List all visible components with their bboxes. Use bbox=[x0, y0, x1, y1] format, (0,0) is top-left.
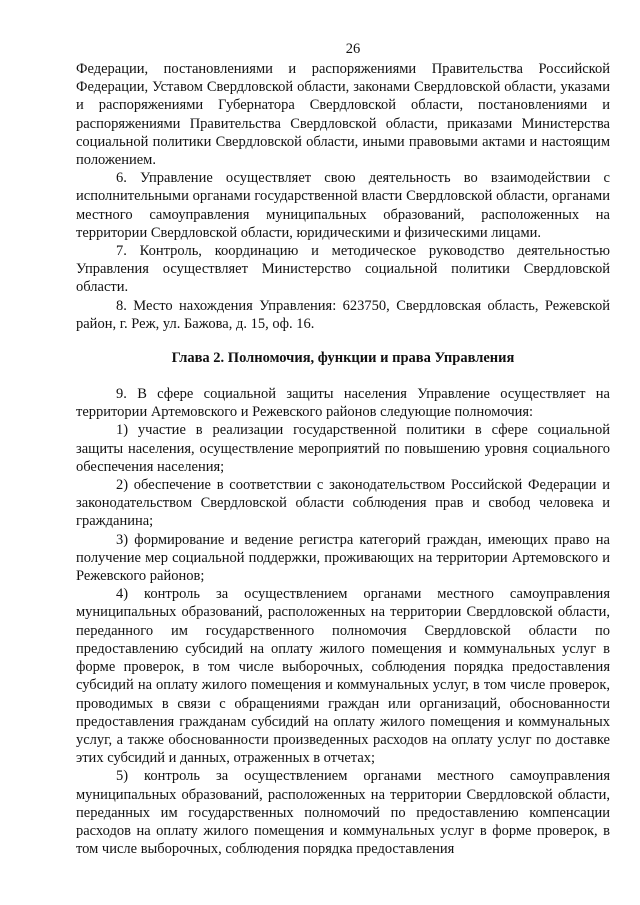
paragraph-item-6: 6. Управление осуществляет свою деятельность во взаимодействии с исполнительными органами государственной власти Свердловской области, органами местного самоуправления муниципальных образований, расположенных на территории Свердловской области, юридическими и физическими лицами. bbox=[76, 170, 610, 241]
subitem-1: 1) участие в реализации государственной политики в сфере социальной защиты населения, осуществление мероприятий по повышению уровня социального обеспечения населения; bbox=[76, 422, 610, 475]
paragraph-continuation: Федерации, постановлениями и распоряжениями Правительства Российской Федерации, Уставом Свердловской области, законами Свердловской области, указами и распоряжениями Губернатора Свердловской области, постановлениями и распоряжениями Правительства Свердловской области, приказами Министерства социальной политики Свердловской области, иными правовыми актами и настоящим положением. bbox=[76, 61, 610, 169]
page-number: 26 bbox=[345, 41, 361, 57]
chapter-heading: Глава 2. Полномочия, функции и права Управления bbox=[171, 350, 515, 367]
subitem-5: 5) контроль за осуществлением органами местного самоуправления муниципальных образований, расположенных на территории Свердловской области, переданных им государственных полномочий по предоставлению компенсации расходов на оплату жилого помещения и коммунальных услуг в форме проверок, в том числе выборочных, соблюдения порядка предоставления bbox=[76, 768, 610, 858]
paragraph-item-7: 7. Контроль, координацию и методическое руководство деятельностью Управления осуществляет Министерство социальной политики Свердловской области. bbox=[76, 243, 610, 296]
subitem-2: 2) обеспечение в соответствии с законодательством Российской Федерации и законодательством Свердловской области соблюдения прав и свобод человека и гражданина; bbox=[76, 477, 610, 530]
paragraph-item-9: 9. В сфере социальной защиты населения Управление осуществляет на территории Артемовского и Режевского районов следующие полномочия: bbox=[76, 386, 610, 421]
paragraph-item-8: 8. Место нахождения Управления: 623750, Свердловская область, Режевской район, г. Реж, ул. Бажова, д. 15, оф. 16. bbox=[76, 297, 610, 332]
subitem-3: 3) формирование и ведение регистра категорий граждан, имеющих право на получение мер социальной поддержки, проживающих на территории Артемовского и Режевского районов; bbox=[76, 531, 610, 585]
subitem-4: 4) контроль за осуществлением органами местного самоуправления муниципальных образований, расположенных на территории Свердловской области, переданного им государственного полномочия Свердловской области по предоставлению субсидий на оплату жилого помещения и коммунальных услуг в форме проверок, в том числе выборочных, соблюдения порядка предоставления субсидий на оплату жилого помещения и коммунальных услуг, в том числе проверок, проводимых в связи с обращениями граждан или организаций, обоснованности предоставления гражданам субсидий на оплату жилого помещения и коммунальных услуг, а также обоснованности произведенных расходов на оплату услуг по доставке этих субсидий и данных, отраженных в отчетах; bbox=[76, 586, 610, 767]
